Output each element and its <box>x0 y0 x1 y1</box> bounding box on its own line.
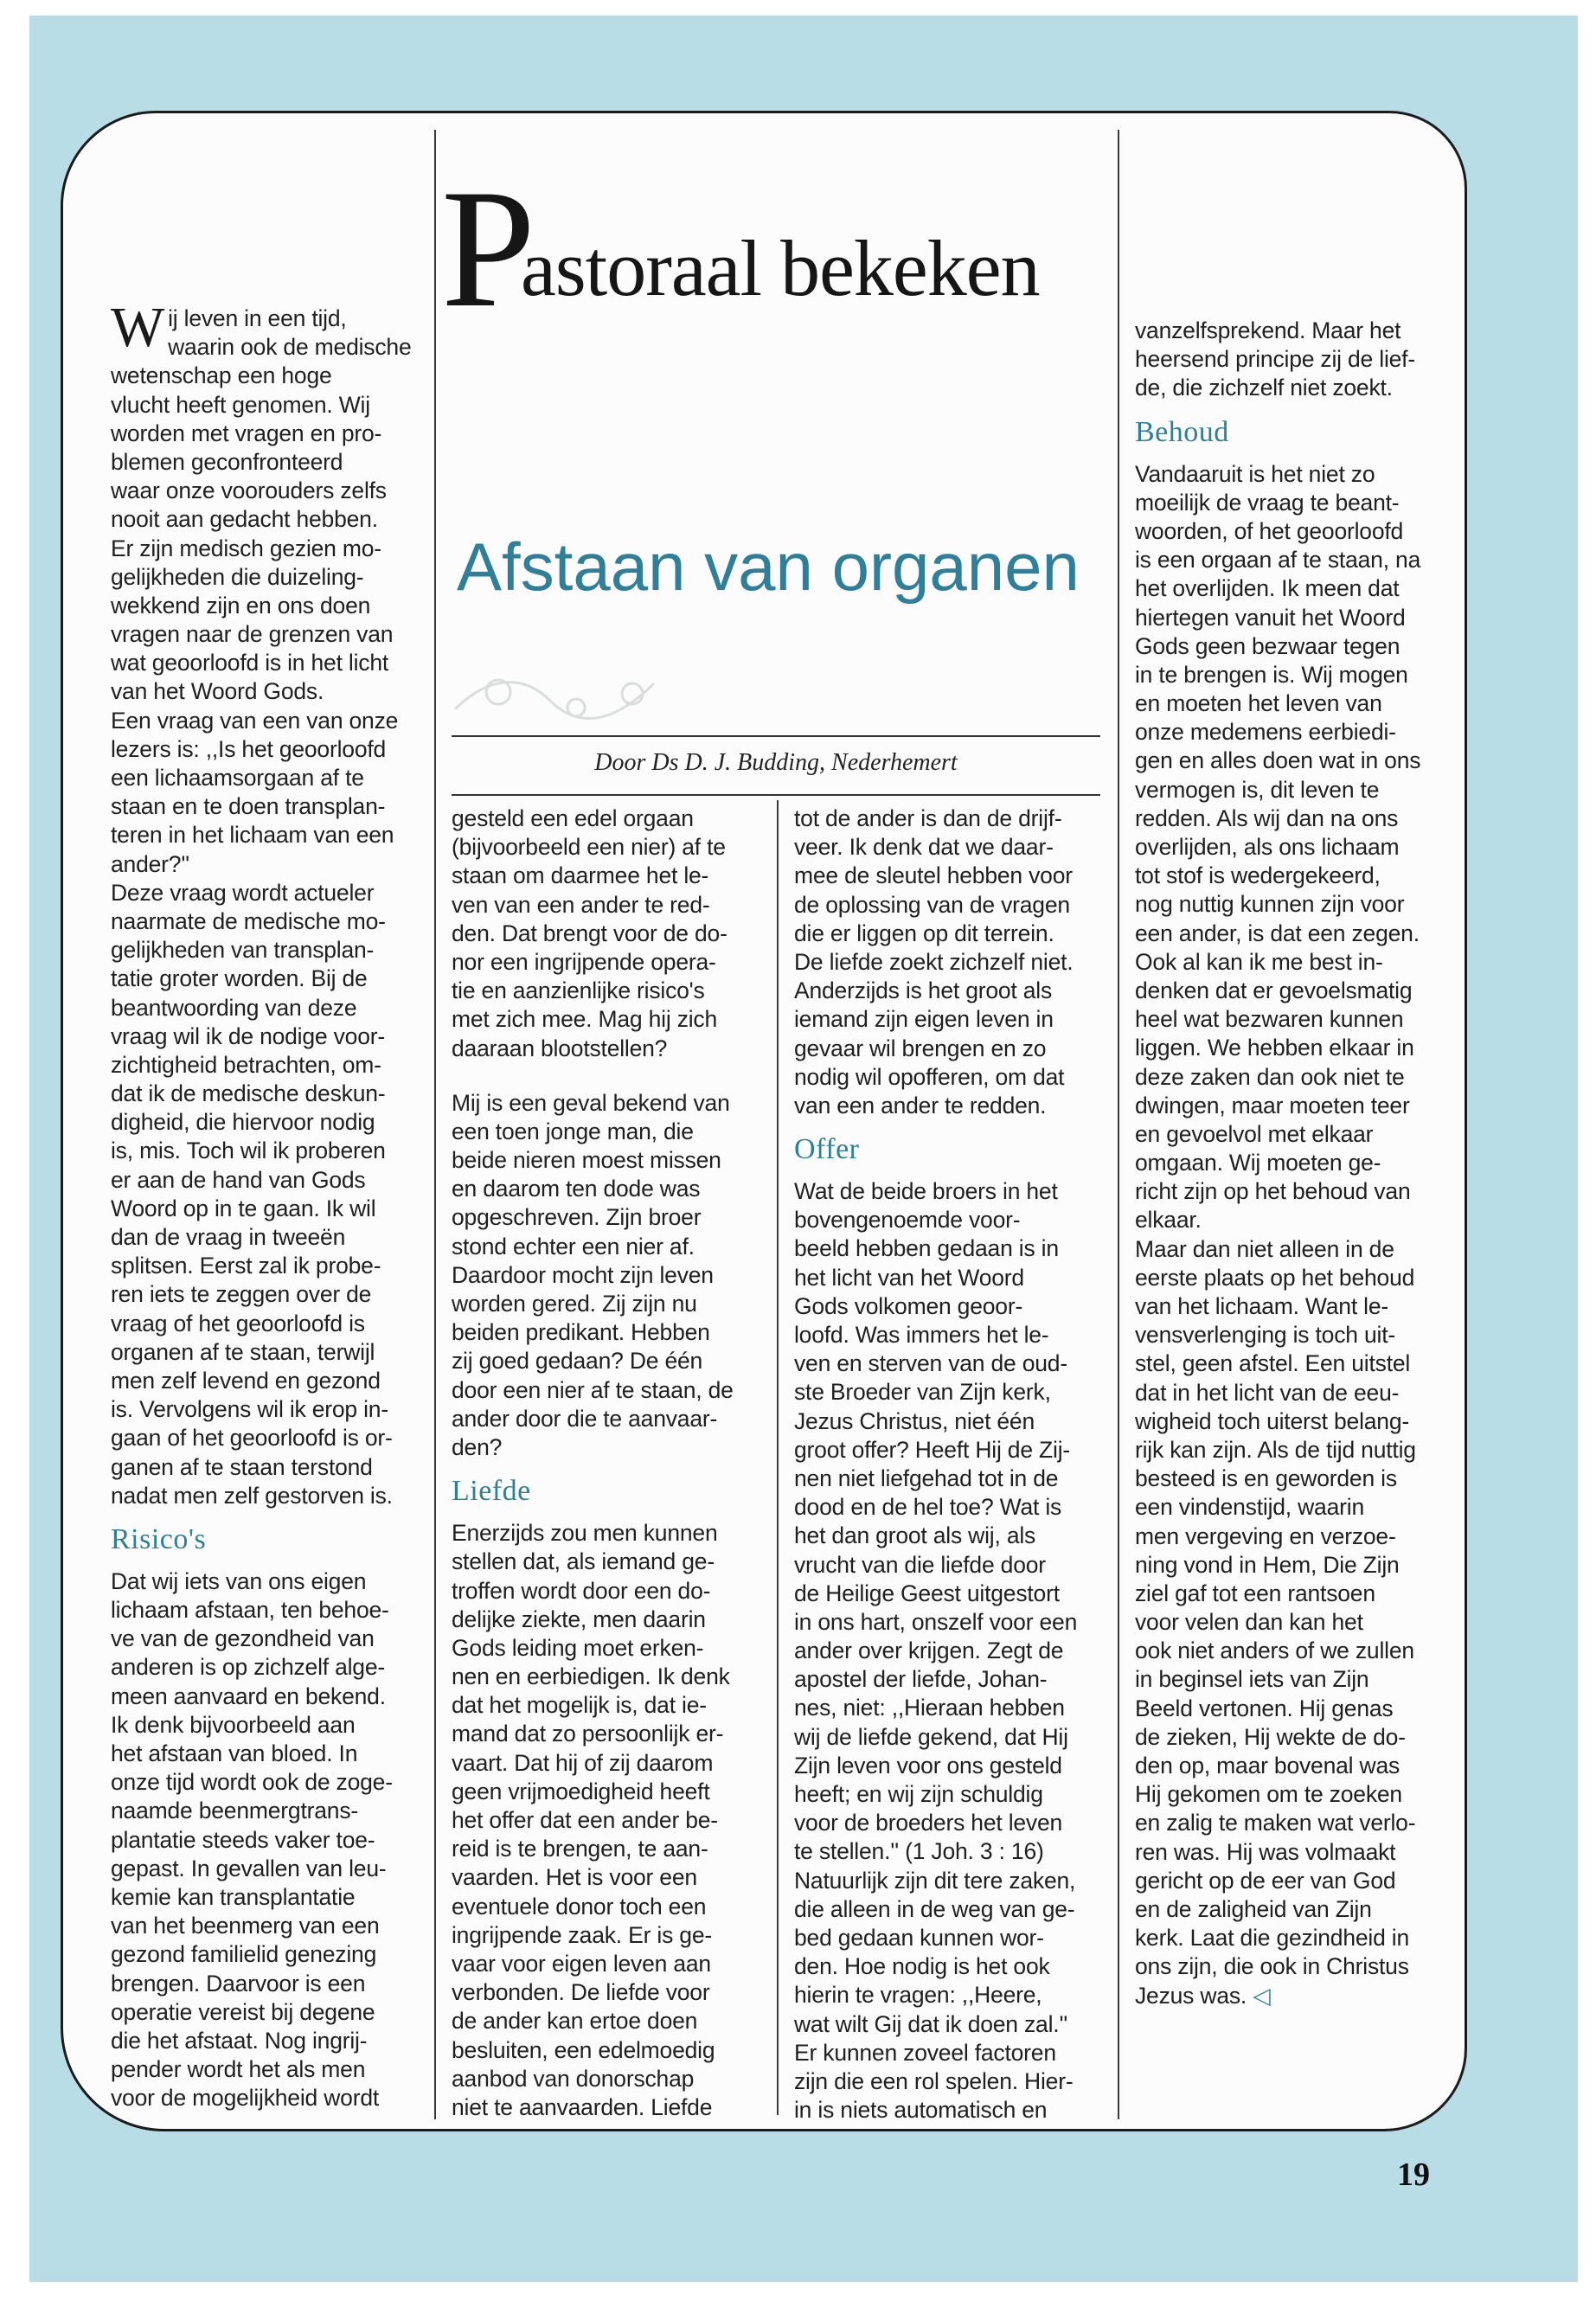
text-line: van een ander te redden. <box>794 1092 1047 1118</box>
text-line: gaan of het geoorloofd is or- <box>111 1425 393 1452</box>
text-line: Dat wij iets van ons eigen <box>111 1567 367 1594</box>
text-line: brengen. Daarvoor is een <box>111 1970 366 1997</box>
text-line: waar onze voorouders zelfs <box>111 478 387 504</box>
floral-ornament-icon <box>446 657 671 735</box>
text-line: nor een ingrijpende opera- <box>452 948 716 975</box>
text-line: het licht van het Woord <box>794 1264 1024 1291</box>
column-1 <box>111 296 422 2112</box>
text-line: ve van de gezondheid van <box>111 1625 375 1652</box>
text-line: tie en aanzienlijke risico's <box>452 977 705 1004</box>
text-line: hiertegen vanuit het Woord <box>1135 604 1406 631</box>
text-line: verbonden. De liefde voor <box>452 1979 710 2006</box>
text-line: blemen geconfronteerd <box>111 448 343 475</box>
text-line: vrucht van die liefde door <box>794 1551 1046 1578</box>
text-line: het afstaan van bloed. In <box>111 1740 358 1766</box>
text-line: onze medemens eerbiedi- <box>1135 719 1396 746</box>
text-line: die het afstaat. Nog ingrij- <box>111 2027 368 2054</box>
text-line: beantwoording van deze <box>111 994 357 1021</box>
text-line: hierin te vragen: ,,Heere, <box>794 1982 1042 2009</box>
byline: Door Ds D. J. Budding, Nederhemert <box>594 749 958 776</box>
text-line: gen en alles doen wat in ons <box>1135 747 1421 774</box>
text-line: plantatie steeds vaker toe- <box>111 1826 375 1853</box>
text-line: nodig wil opofferen, om dat <box>794 1063 1065 1090</box>
page-number: 19 <box>1397 2157 1430 2193</box>
text-line: nes, niet: ,,Hieraan hebben <box>794 1695 1065 1721</box>
text-line: ij leven in een tijd, <box>168 305 347 331</box>
text-line: (bijvoorbeeld een nier) af te <box>452 834 726 861</box>
text-line: Gods volkomen geoor- <box>794 1292 1023 1319</box>
text-line: Een vraag van een van onze <box>111 707 399 734</box>
section-heading-behoud: Behoud <box>1135 415 1229 448</box>
text-line: eerste plaats op het behoud <box>1135 1264 1415 1291</box>
text-line: daaraan blootstellen? <box>452 1035 668 1061</box>
text-line: apostel der liefde, Johan- <box>794 1666 1048 1693</box>
text-line: met zich mee. Mag hij zich <box>452 1006 718 1033</box>
text-line: wekkend zijn en ons doen <box>111 592 371 619</box>
text-line: reid is te brengen, te aan- <box>452 1836 708 1862</box>
text-line: Ook al kan ik me best in- <box>1135 948 1383 975</box>
text-line: nen en eerbiedigen. Ik denk <box>452 1663 730 1690</box>
text-line: tatie groter worden. Bij de <box>111 965 368 992</box>
text-line: van het Woord Gods. <box>111 678 324 705</box>
text-line: staan om daarmee het le- <box>452 862 709 889</box>
text-line: niet te aanvaarden. Liefde <box>452 2093 713 2120</box>
text-line: ander over krijgen. Zegt de <box>794 1638 1064 1664</box>
text-line: woorden, of het geoorloofd <box>1135 517 1404 544</box>
text-line: een lichaamsorgaan af te <box>111 765 364 791</box>
text-line: Enerzijds zou men kunnen <box>452 1520 718 1547</box>
text-line: deze zaken dan ook niet te <box>1135 1063 1405 1090</box>
text-line: tot stof is wedergekeerd, <box>1135 862 1381 889</box>
text-line: De liefde zoekt zichzelf niet. <box>794 948 1074 975</box>
text-line: en de zaligheid van Zijn <box>1135 1895 1372 1922</box>
column-divider <box>1118 130 1119 2119</box>
section-heading-liefde: Liefde <box>452 1475 531 1508</box>
text-line: delijke ziekte, men daarin <box>452 1606 706 1632</box>
text-line: redden. Als wij dan na ons <box>1135 804 1399 831</box>
text-line: bed gedaan kunnen wor- <box>794 1924 1044 1951</box>
text-line: Er zijn medisch gezien mo- <box>111 535 381 561</box>
text-line: heeft; en wij zijn schuldig <box>794 1781 1043 1807</box>
text-line: besluiten, een edelmoedig <box>452 2036 715 2063</box>
paragraph <box>452 804 770 1063</box>
article-title: Afstaan van organen <box>457 529 1080 605</box>
text-line: men zelf levend en gezond <box>111 1367 381 1394</box>
text-line: gezond familielid genezing <box>111 1941 377 1968</box>
section-title-initial: P <box>441 155 536 343</box>
drop-cap: W <box>111 296 165 359</box>
text-line: elkaar. <box>1135 1207 1202 1234</box>
column-divider <box>777 800 779 2115</box>
text-line: nog nuttig kunnen zijn voor <box>1135 891 1405 918</box>
text-line: een vindenstijd, waarin <box>1135 1494 1364 1521</box>
paragraph <box>1135 317 1451 403</box>
text-line: Wat de beide broers in het <box>794 1178 1058 1205</box>
text-line: in is niets automatisch en <box>794 2097 1048 2124</box>
paragraph <box>1135 460 1451 2010</box>
text-line: gevaar wil brengen en zo <box>794 1035 1047 1061</box>
text-line: voor velen dan kan het <box>1135 1609 1363 1636</box>
text-line: beiden predikant. Hebben <box>452 1319 710 1346</box>
text-line: nadat men zelf gestorven is. <box>111 1482 393 1509</box>
text-line: zichtigheid betrachten, om- <box>111 1051 381 1078</box>
text-line: lezers is: ,,Is het geoorloofd <box>111 735 387 762</box>
paragraph <box>794 1177 1111 2125</box>
column-3 <box>794 804 1111 2125</box>
text-line: en moeten het leven van <box>1135 690 1382 717</box>
text-line: ganen af te staan terstond <box>111 1453 373 1480</box>
text-line: ren iets te zeggen over de <box>111 1281 372 1308</box>
text-line: is. Vervolgens wil ik erop in- <box>111 1396 388 1423</box>
text-line: den? <box>452 1433 503 1460</box>
text-line: Natuurlijk zijn dit tere zaken, <box>794 1867 1076 1894</box>
byline-rule-bottom <box>452 794 1100 796</box>
text-line: lichaam afstaan, ten behoe- <box>111 1597 389 1624</box>
end-mark-icon: ◁ <box>1253 1982 1271 2009</box>
text-line: vanzelfsprekend. Maar het <box>1135 317 1401 343</box>
text-line: die er liggen op dit terrein. <box>794 920 1054 946</box>
text-line: stond echter een nier af. <box>452 1233 695 1259</box>
text-line: en gevoelvol met elkaar <box>1135 1120 1374 1147</box>
text-line: ons zijn, die ook in Christus <box>1135 1953 1409 1980</box>
text-line: het overlijden. Ik meen dat <box>1135 575 1400 602</box>
text-line: Ik denk bijvoorbeeld aan <box>111 1711 356 1738</box>
text-line: onze tijd wordt ook de zoge- <box>111 1769 393 1796</box>
text-line: de, die zichzelf niet zoekt. <box>1135 375 1393 401</box>
text-line: en daarom ten dode was <box>452 1176 701 1202</box>
text-line: bovengenoemde voor- <box>794 1207 1021 1234</box>
text-line: teren in het lichaam van een <box>111 822 394 849</box>
text-line: dood en de hel toe? Wat is <box>794 1494 1062 1521</box>
text-line: heersend principe zij de lief- <box>1135 346 1415 373</box>
text-line: wat geoorloofd is in het licht <box>111 650 389 676</box>
text-line: iemand zijn eigen leven in <box>794 1006 1054 1033</box>
text-line: gelijkheden van transplan- <box>111 937 375 964</box>
text-line: kemie kan transplantatie <box>111 1883 356 1910</box>
text-line: te stellen.'' (1 Joh. 3 : 16) <box>794 1838 1044 1865</box>
text-line: digheid, die hiervoor nodig <box>111 1109 375 1136</box>
text-line: in ons hart, onszelf voor een <box>794 1608 1078 1635</box>
text-line: mand dat zo persoonlijk er- <box>452 1721 724 1747</box>
text-line: besteed is en geworden is <box>1135 1465 1397 1492</box>
intro-paragraph <box>111 296 422 1510</box>
text-line: kerk. Laat die gezindheid in <box>1135 1925 1410 1952</box>
section-heading-offer: Offer <box>794 1133 860 1166</box>
text-line: Jezus Christus, niet één <box>794 1407 1035 1434</box>
text-line: nen niet liefgehad tot in de <box>794 1465 1059 1491</box>
text-line: geen vrijmoedigheid heeft <box>452 1778 710 1804</box>
text-line: dat in het licht van de eeu- <box>1135 1379 1400 1406</box>
text-line: overlijden, als ons lichaam <box>1135 834 1400 860</box>
text-line: pender wordt het als men <box>111 2056 366 2083</box>
text-line: denken dat er gevoelsmatig <box>1135 977 1413 1003</box>
text-line: omgaan. Wij moeten ge- <box>1135 1150 1381 1176</box>
text-line: de zieken, Hij wekte de do- <box>1135 1723 1406 1750</box>
column-2 <box>452 804 770 2122</box>
text-line: Anderzijds is het groot als <box>794 977 1053 1004</box>
text-line: wij de liefde gekend, dat Hij <box>794 1723 1068 1750</box>
text-line: ziel gaf tot een rantsoen <box>1135 1580 1375 1606</box>
text-line: wigheid toch uiterst belang- <box>1135 1407 1410 1434</box>
text-line: troffen wordt door een do- <box>452 1577 711 1604</box>
text-line: Mij is een geval bekend van <box>452 1089 730 1116</box>
text-line: splitsen. Eerst zal ik probe- <box>111 1253 381 1279</box>
text-line: vensverlenging is toch uit- <box>1135 1322 1395 1349</box>
text-line: vraag wil ik de nodige voor- <box>111 1022 385 1049</box>
text-line: wetenschap een hoge <box>111 362 332 389</box>
text-line: ven van een ander te red- <box>452 891 710 918</box>
text-line: gepast. In gevallen van leu- <box>111 1855 387 1881</box>
text-line: gelijkheden die duizeling- <box>111 563 364 590</box>
text-line: vragen naar de grenzen van <box>111 621 394 648</box>
text-line: anderen is op zichzelf alge- <box>111 1654 386 1681</box>
text-line: ook niet anders of we zullen <box>1135 1638 1414 1664</box>
text-line: Daardoor mocht zijn leven <box>452 1261 714 1288</box>
text-line: stellen dat, als iemand ge- <box>452 1548 715 1575</box>
text-line: richt zijn op het behoud van <box>1135 1178 1411 1205</box>
text-line: organen af te staan, terwijl <box>111 1338 375 1365</box>
text-line: naamde beenmergtrans- <box>111 1798 358 1824</box>
text-line: operatie vereist bij degene <box>111 1998 375 2025</box>
column-divider <box>434 130 436 2119</box>
text-line: den op, maar bovenal was <box>1135 1753 1401 1779</box>
text-line: van het beenmerg van een <box>111 1913 380 1939</box>
text-line: ste Broeder van Zijn kerk, <box>794 1379 1051 1406</box>
text-line: mee de sleutel hebben voor <box>794 862 1073 889</box>
text-line: Deze vraag wordt actueler <box>111 879 375 906</box>
text-line: opgeschreven. Zijn broer <box>452 1204 702 1231</box>
text-line: een toen jonge man, die <box>452 1118 694 1144</box>
text-line: vaarden. Het is voor een <box>452 1864 697 1891</box>
text-line: Gods geen bezwaar tegen <box>1135 632 1401 659</box>
text-line: Er kunnen zoveel factoren <box>794 2039 1056 2066</box>
text-line: die alleen in de weg van ge- <box>794 1895 1075 1922</box>
text-line: Vandaaruit is het niet zo <box>1135 460 1375 487</box>
text-line: Gods leiding moet erken- <box>452 1634 704 1661</box>
text-line: zijn die een rol spelen. Hier- <box>794 2067 1074 2094</box>
text-line: de ander kan ertoe doen <box>452 2008 698 2035</box>
text-line: groot offer? Heeft Hij de Zij- <box>794 1436 1071 1463</box>
text-line: worden met vragen en pro- <box>111 420 382 446</box>
text-line: men vergeving en verzoe- <box>1135 1522 1396 1549</box>
text-line: meen aanvaard en bekend. <box>111 1682 386 1709</box>
text-line: nooit aan gedacht hebben. <box>111 506 378 533</box>
text-line: eventuele donor toch een <box>452 1893 707 1920</box>
text-line: stel, geen afstel. Een uitstel <box>1135 1350 1411 1377</box>
text-line: de oplossing van de vragen <box>794 891 1070 918</box>
text-line: in beginsel iets van Zijn <box>1135 1666 1369 1693</box>
text-line: beeld hebben gedaan is in <box>794 1235 1059 1262</box>
text-line: is een orgaan af te staan, na <box>1135 547 1421 574</box>
text-line: ven en sterven van de oud- <box>794 1350 1067 1377</box>
text-line: staan en te doen transplan- <box>111 793 386 820</box>
text-line: veer. Ik denk dat we daar- <box>794 834 1054 861</box>
text-line: het dan groot als wij, als <box>794 1522 1036 1549</box>
text-line: den. Dat brengt voor de do- <box>452 920 727 946</box>
text-line: en zalig te maken wat verlo- <box>1135 1810 1416 1836</box>
text-line: naarmate de medische mo- <box>111 907 386 934</box>
text-line: liggen. We hebben elkaar in <box>1135 1035 1414 1061</box>
text-line: vaar voor eigen leven aan <box>452 1950 711 1977</box>
text-line: in te brengen is. Wij mogen <box>1135 661 1408 688</box>
text-line: zij goed gedaan? De één <box>452 1348 703 1375</box>
text-line: door een nier af te staan, de <box>452 1376 734 1403</box>
text-line: vaart. Dat hij of zij daarom <box>452 1749 714 1776</box>
text-line: den. Hoe nodig is het ook <box>794 1953 1050 1980</box>
text-line: rijk kan zijn. Als de tijd nuttig <box>1135 1436 1416 1463</box>
text-line: aanbod van donorschap <box>452 2065 695 2092</box>
paragraph <box>452 1519 770 2122</box>
text-line: tot de ander is dan de drijf- <box>794 805 1062 831</box>
paragraph <box>794 804 1111 1120</box>
text-line: ander door die te aanvaar- <box>452 1405 718 1432</box>
text-line: dwingen, maar moeten teer <box>1135 1092 1410 1118</box>
text-line: dan de vraag in tweeën <box>111 1224 346 1250</box>
paragraph <box>111 1567 422 2113</box>
text-line: van het lichaam. Want le- <box>1135 1293 1389 1319</box>
section-title <box>441 155 1107 343</box>
text-line: ander?'' <box>111 850 190 877</box>
text-line: vlucht heeft genomen. Wij <box>111 391 370 418</box>
text-line: gesteld een edel orgaan <box>452 805 694 831</box>
text-line: Beeld vertonen. Hij genas <box>1135 1695 1394 1721</box>
text-line: dat ik de medische deskun- <box>111 1080 386 1107</box>
text-line: de Heilige Geest uitgestort <box>794 1580 1060 1606</box>
paragraph <box>452 1089 770 1462</box>
column-4 <box>1135 317 1451 2010</box>
text-line: worden gered. Zij zijn nu <box>452 1291 697 1317</box>
text-line: een ander, is dat een zegen. <box>1135 920 1420 946</box>
section-heading-risicos: Risico's <box>111 1522 207 1555</box>
text-line: vraag of het geoorloofd is <box>111 1310 365 1336</box>
text-line: heel wat bezwaren kunnen <box>1135 1006 1404 1033</box>
section-title-rest: astoraal bekeken <box>521 224 1040 312</box>
text-line: ingrijpende zaak. Er is ge- <box>452 1921 712 1948</box>
text-line: waarin ook de medische <box>168 334 412 361</box>
text-line: moeilijk de vraag te beant- <box>1135 489 1400 516</box>
text-line: Hij gekomen om te zoeken <box>1135 1781 1402 1808</box>
text-line: ren was. Hij was volmaakt <box>1135 1838 1396 1865</box>
text-line: Zijn leven voor ons gesteld <box>794 1752 1062 1779</box>
text-line: Woord op in te gaan. Ik wil <box>111 1195 376 1221</box>
text-line: is, mis. Toch wil ik proberen <box>111 1138 386 1164</box>
text-line: Maar dan niet alleen in de <box>1135 1235 1394 1262</box>
text-line: het offer dat een ander be- <box>452 1807 718 1833</box>
text-line: Jezus was. <box>1135 1982 1247 2009</box>
text-line: dat het mogelijk is, dat ie- <box>452 1692 707 1719</box>
text-line: beide nieren moest missen <box>452 1147 721 1174</box>
text-line: voor de mogelijkheid wordt <box>111 2085 380 2112</box>
text-line: gericht op de eer van God <box>1135 1867 1396 1894</box>
text-line: loofd. Was immers het le- <box>794 1322 1049 1348</box>
text-line: voor de broeders het leven <box>794 1810 1063 1836</box>
last-line <box>1135 1982 1451 2010</box>
byline-rule-top <box>452 735 1100 737</box>
text-line: er aan de hand van Gods <box>111 1166 366 1193</box>
text-line: wat wilt Gij dat ik doen zal.'' <box>794 2010 1068 2037</box>
text-line: ning vond in Hem, Die Zijn <box>1135 1551 1400 1578</box>
text-line: vermogen is, dit leven te <box>1135 776 1380 803</box>
